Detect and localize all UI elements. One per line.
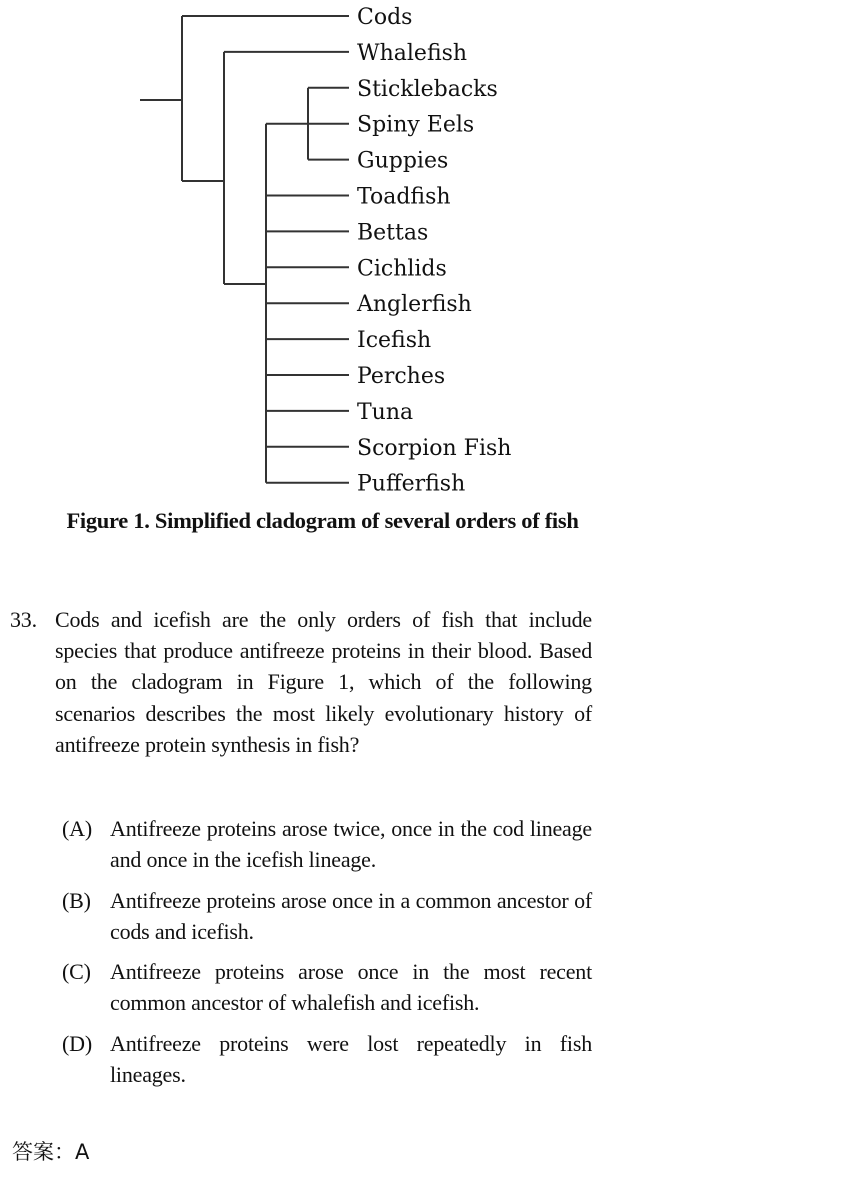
- option-label: (D): [62, 1030, 92, 1056]
- taxon-label: Cichlids: [357, 256, 447, 282]
- option-text: Antifreeze proteins were lost repeatedly in fish lineages.: [110, 1030, 592, 1087]
- taxon-label: Icefish: [357, 328, 432, 354]
- taxon-label: Pufferfish: [357, 471, 466, 497]
- option-label: (C): [62, 959, 91, 984]
- cladogram-branches: [140, 16, 349, 483]
- taxon-label: Cods: [357, 5, 413, 30]
- option-text: Antifreeze proteins arose once in the most recent common ancestor of whalefish and icefish.: [110, 959, 592, 1015]
- taxon-label: Guppies: [357, 148, 449, 174]
- question-number: 33.: [10, 607, 37, 632]
- cladogram-labels: [356, 5, 511, 497]
- option-text: Antifreeze proteins arose twice, once in the cod lineage and once in the icefish lineage.: [110, 816, 592, 872]
- figure-caption: Figure 1. Simplified cladogram of several orders of fish: [66, 508, 579, 533]
- taxon-label: Scorpion Fish: [357, 435, 512, 461]
- option-b: [62, 885, 592, 947]
- taxon-label: Bettas: [357, 220, 429, 246]
- option-d: [62, 1028, 592, 1090]
- question: [10, 604, 592, 760]
- taxon-label: Sticklebacks: [357, 76, 498, 102]
- taxon-label: Whalefish: [357, 40, 468, 66]
- question-text: Cods and icefish are the only orders of fish that include species that produce antifreeze proteins in their blood. Based on the cladogram in Figure 1, which of the following scenarios describes the most likely evolutionary history of antifreeze protein synthesis in fish?: [55, 607, 592, 757]
- taxon-label: Perches: [357, 364, 446, 389]
- taxon-label: Tuna: [357, 399, 414, 425]
- taxon-label: Toadfish: [357, 184, 451, 210]
- answer-key: 答案：A: [12, 1140, 90, 1164]
- option-label: (B): [62, 887, 91, 913]
- option-a: [62, 813, 592, 875]
- cladogram: [0, 0, 868, 500]
- option-text: Antifreeze proteins arose once in a common ancestor of cods and icefish.: [110, 887, 592, 944]
- answer-options: [62, 813, 592, 1099]
- option-label: (A): [62, 816, 92, 841]
- taxon-label: Spiny Eels: [357, 112, 475, 138]
- taxon-label: Anglerfish: [357, 292, 472, 318]
- option-c: [62, 956, 592, 1018]
